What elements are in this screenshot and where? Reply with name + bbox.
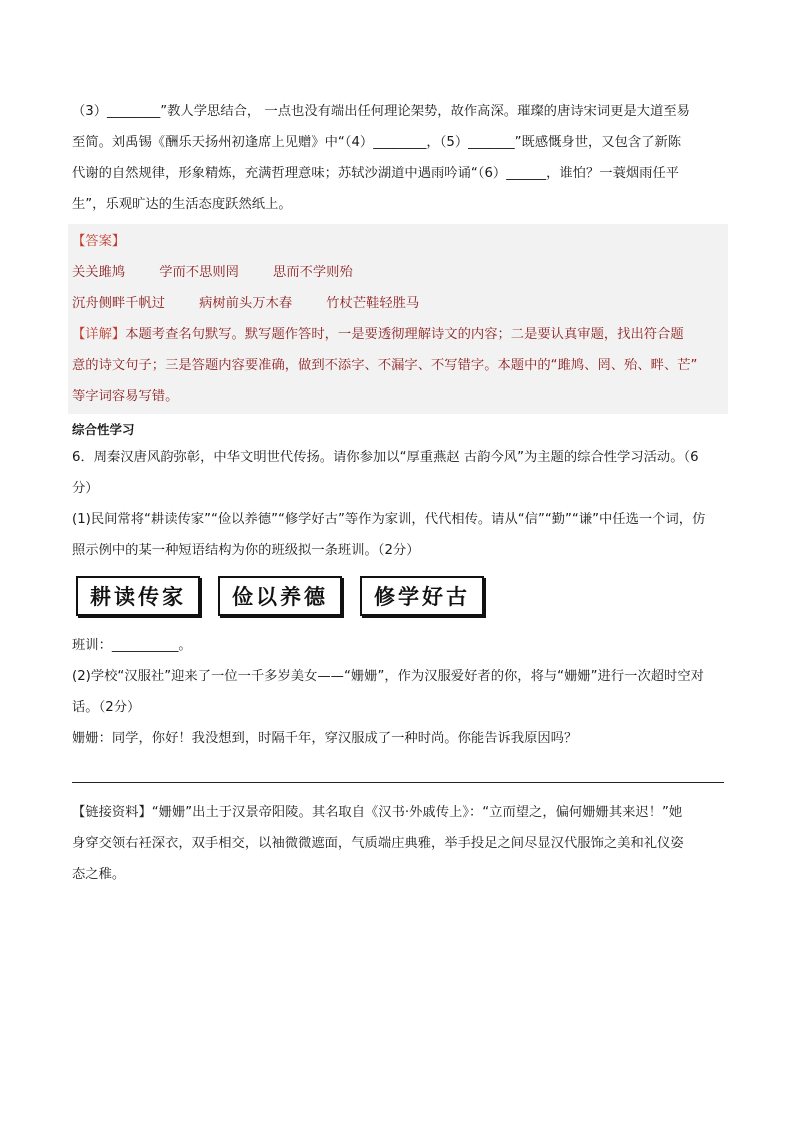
motto-answer-line: 班训：__________。 [72, 638, 192, 653]
detail-line: 意的诗文句子；三是答题内容要准确，做到不添字、不漏字、不写错字。本题中的“雎鸠、罔、殆、畔、芒” [72, 358, 698, 373]
answer-tag: 【答案】 [72, 234, 126, 249]
dialogue-line: 姗姗：同学，你好！我没想到，时隔千年，穿汉服成了一种时尚。你能告诉我原因吗？ [72, 731, 578, 746]
answer-item: 竹杖芒鞋轻胜马 [326, 296, 420, 311]
subquestion-1-line: (1)民间常将“耕读传家”“俭以养德”“修学好古”等作为家训，代代相传。请从“信”“勤”“谦”中任选一个词，仿 [72, 512, 706, 527]
calligraphy-card: 耕读传家 [76, 576, 200, 616]
detail-line [72, 319, 724, 350]
section-title: 综合性学习 [72, 422, 135, 437]
answer-row-2 [72, 288, 724, 319]
answer-item: 病树前头万木春 [199, 296, 293, 311]
answer-rule-line [72, 782, 724, 783]
calligraphy-card: 俭以养德 [218, 576, 342, 616]
question-6-line: 6．周秦汉唐风韵弥彰，中华文明世代传扬。请你参加以“厚重燕赵 古韵今风”为主题的综合性学习活动。（6 [72, 450, 699, 465]
link-material-line: 态之稚。 [72, 867, 126, 882]
question-6-line: 分） [72, 481, 99, 496]
link-material-line: 【链接资料】“姗姗”出土于汉景帝阳陵。其名取自《汉书·外戚传上》：“立而望之，偏何姗姗其来迟！”她 [72, 805, 683, 820]
answer-box [68, 224, 728, 414]
calligraphy-card: 修学好古 [360, 576, 484, 616]
fill-blank-line: 代谢的自然规律，形象精炼，充满哲理意味；苏轼沙湖道中遇雨吟诵“（6）______，谁怕？一蓑烟雨任平 [72, 166, 680, 181]
answer-item: 沉舟侧畔千帆过 [72, 296, 166, 311]
subquestion-2-line: 话。（2分） [72, 700, 141, 715]
calligraphy-examples [76, 576, 724, 616]
detail-text: 本题考查名句默写。默写题作答时，一是要透彻理解诗文的内容；二是要认真审题，找出符合题 [125, 327, 684, 342]
answer-item: 思而不学则殆 [272, 265, 353, 280]
detail-tag: 【详解】 [72, 327, 126, 342]
subquestion-2-line: (2)学校“汉服社”迎来了一位一千多岁美女——“姗姗”，作为汉服爱好者的你，将与“姗姗”进行一次超时空对 [72, 669, 704, 684]
link-material-line: 身穿交领右衽深衣，双手相交，以袖微微遮面，气质端庄典雅，举手投足之间尽显汉代服饰之美和礼仪姿 [72, 836, 684, 851]
document-page [72, 96, 724, 890]
subquestion-1-line: 照示例中的某一种短语结构为你的班级拟一条班训。（2分） [72, 543, 420, 558]
fill-blank-line: 至简。刘禹锡《酬乐天扬州初逢席上见赠》中“（4）________，（5）_______”既感慨身世，又包含了新陈 [72, 135, 682, 150]
detail-line: 等字词容易写错。 [72, 389, 179, 404]
fill-blank-line: 生”，乐观旷达的生活态度跃然纸上。 [72, 197, 292, 212]
fill-blank-line: （3）________”教人学思结合， 一点也没有端出任何理论架势，故作高深。璀璨的唐诗宋词更是大道至易 [72, 104, 690, 119]
answer-row-1 [72, 257, 724, 288]
answer-item: 学而不思则罔 [159, 265, 239, 280]
answer-item: 关关雎鸠 [72, 265, 126, 280]
